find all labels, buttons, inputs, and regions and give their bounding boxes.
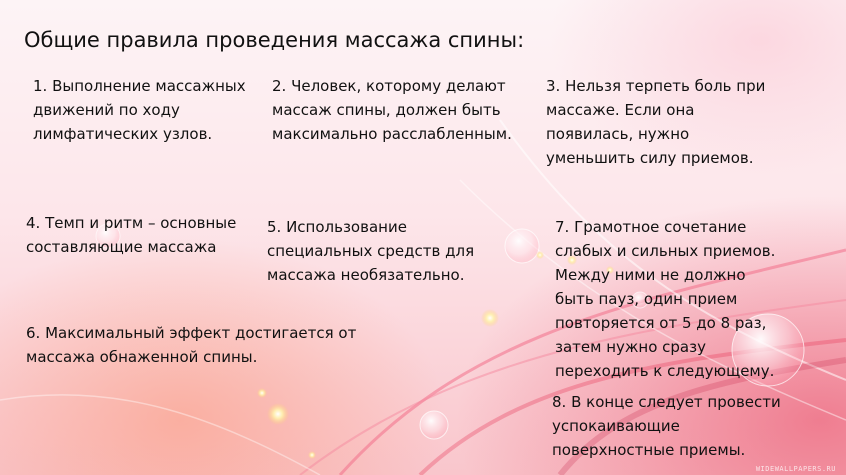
- rule-4: 4. Темп и ритм – основные составляющие массажа: [26, 214, 237, 256]
- watermark: WIDEWALLPAPERS.RU: [755, 465, 836, 473]
- rule-3: 3. Нельзя терпеть боль при массаже. Если она появилась, нужно уменьшить силу приемов.: [546, 77, 766, 167]
- rule-8: 8. В конце следует провести успокаивающие поверхностные приемы.: [552, 393, 781, 459]
- rule-7: 7. Грамотное сочетание слабых и сильных приемов. Между ними не должно быть пауз, один прием повторяется от 5 до 8 раз, затем нужно сразу переходить к следующему.: [555, 218, 776, 380]
- slide-title: Общие правила проведения массажа спины:: [24, 28, 525, 52]
- rule-2: 2. Человек, которому делают массаж спины, должен быть максимально расслабленным.: [272, 77, 512, 143]
- rule-1: 1. Выполнение массажных движений по ходу лимфатических узлов.: [33, 77, 246, 143]
- rule-5: 5. Использование специальных средств для массажа необязательно.: [267, 218, 475, 284]
- rule-6: 6. Максимальный эффект достигается от массажа обнаженной спины.: [26, 324, 357, 366]
